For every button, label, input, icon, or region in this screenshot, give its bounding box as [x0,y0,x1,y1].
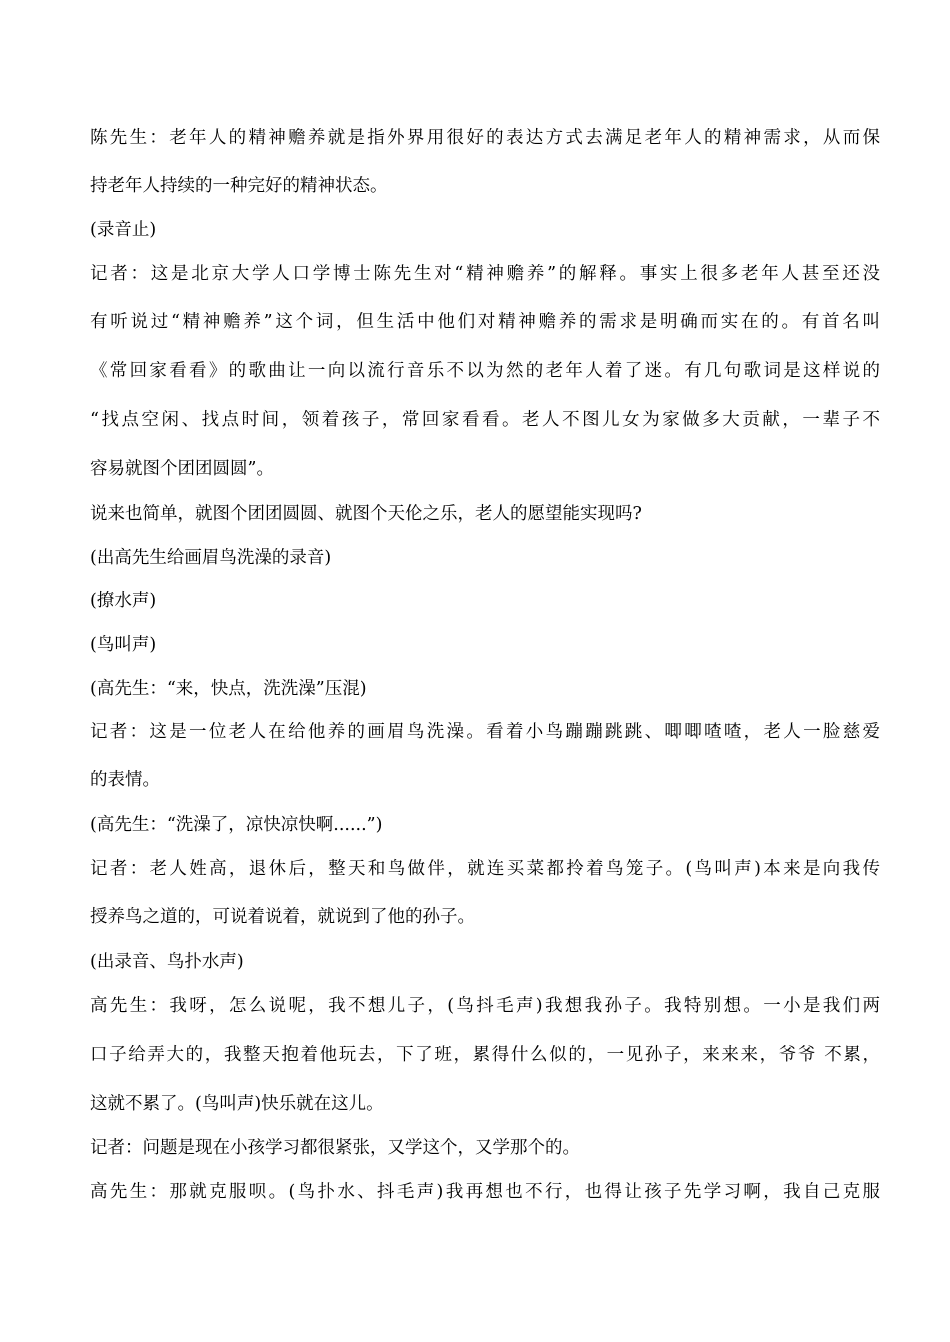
text-line-12: (鸟叫声) [90,635,157,655]
text-line-22: 这就不累了。(鸟叫声)快乐就在这儿。 [90,1094,384,1114]
text-line-10: (出高先生给画眉鸟洗澡的录音) [90,548,332,568]
text-line-2: 持老年人持续的一种完好的精神状态。 [90,176,388,196]
text-line-3: (录音止) [90,220,157,240]
text-line-9: 说来也简单，就图个团团圆圆、就图个天伦之乐，老人的愿望能实现吗? [90,504,642,524]
text-line-8: 容易就图个团团圆圆”。 [90,459,274,479]
text-line-21: 口子给弄大的，我整天抱着他玩去，下了班，累得什么似的，一见孙子，来来来，爷爷 不累， [90,1045,880,1065]
text-line-14: 记者：这是一位老人在给他养的画眉鸟洗澡。看着小鸟蹦蹦跳跳、唧唧喳喳，老人一脸慈爱 [90,722,880,742]
text-line-24: 高先生：那就克服呗。(鸟扑水、抖毛声)我再想也不行，也得让孩子先学习啊，我自己克服 [90,1182,880,1202]
text-line-18: 授养鸟之道的，可说着说着，就说到了他的孙子。 [90,907,475,927]
text-line-7: “找点空闲、找点时间，领着孩子，常回家看看。老人不图儿女为家做多大贡献，一辈子不 [90,410,880,430]
text-line-4: 记者：这是北京大学人口学博士陈先生对“精神赡养”的解释。事实上很多老年人甚至还没 [90,264,880,284]
text-line-20: 高先生：我呀，怎么说呢，我不想儿子，(鸟抖毛声)我想我孙子。我特别想。一小是我们两 [90,996,880,1016]
text-line-13: (高先生：“来，快点，洗洗澡”压混) [90,679,367,699]
text-line-1: 陈先生：老年人的精神赡养就是指外界用很好的表达方式去满足老年人的精神需求，从而保 [90,128,880,148]
text-line-16: (高先生：“洗澡了，凉快凉快啊......”) [90,815,383,835]
text-line-11: (撩水声) [90,591,157,611]
text-line-15: 的表情。 [90,770,160,790]
text-line-6: 《常回家看看》的歌曲让一向以流行音乐不以为然的老年人着了迷。有几句歌词是这样说的 [90,361,880,381]
text-line-5: 有听说过“精神赡养”这个词，但生活中他们对精神赡养的需求是明确而实在的。有首名叫 [90,312,880,332]
text-line-17: 记者：老人姓高，退休后，整天和鸟做伴，就连买菜都拎着鸟笼子。(鸟叫声)本来是向我传 [90,859,880,879]
text-line-23: 记者：问题是现在小孩学习都很紧张，又学这个，又学那个的。 [90,1138,580,1158]
text-line-19: (出录音、鸟扑水声) [90,952,244,972]
